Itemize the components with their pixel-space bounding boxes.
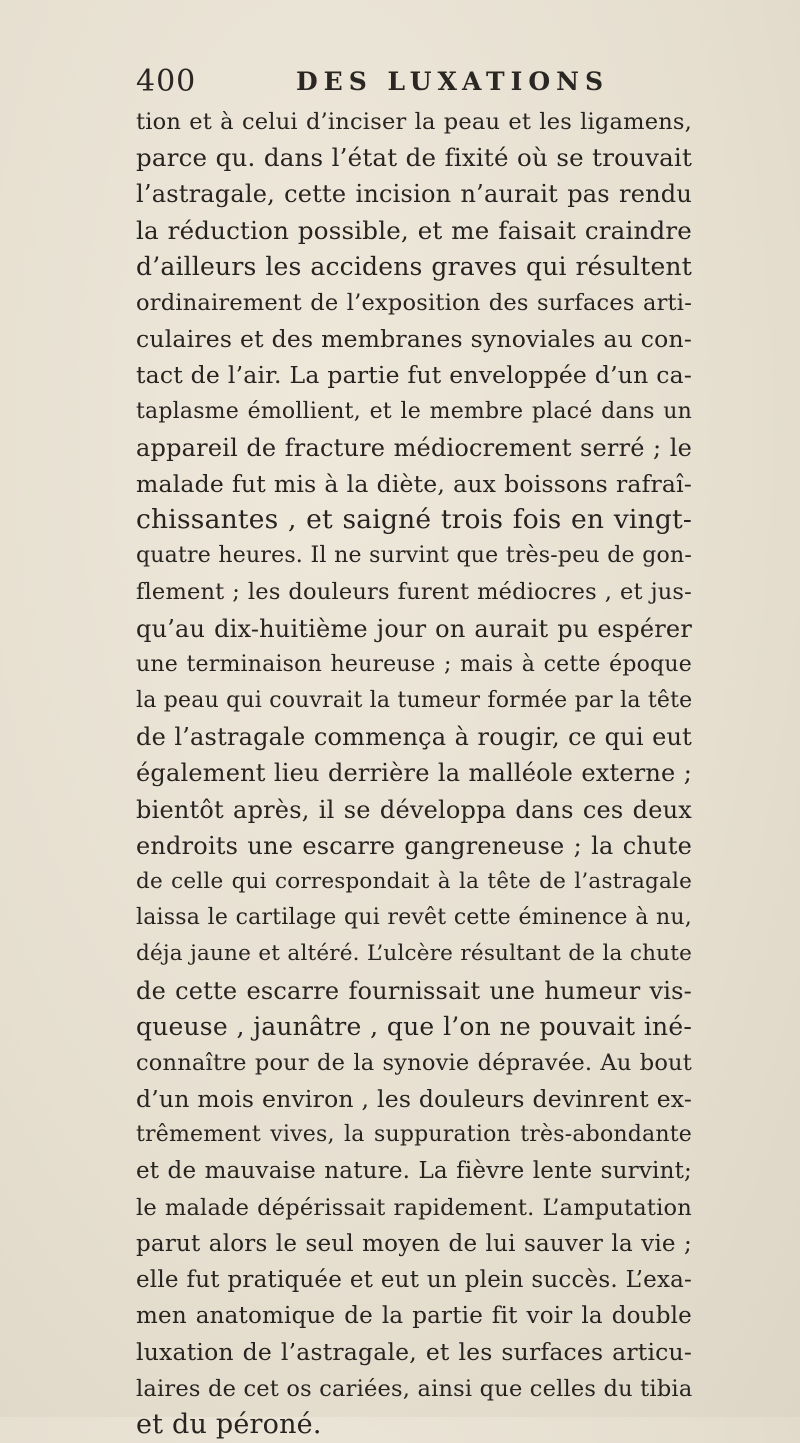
running-title: DES LUXATIONS	[296, 67, 610, 96]
running-head	[136, 64, 692, 104]
text-line: également lieu derrière la malléole externe ;	[136, 759, 692, 788]
page-number: 400	[136, 64, 197, 99]
text-line: flement ; les douleurs furent médiocres , et jus-	[136, 579, 692, 606]
text-line: de l’astragale commença à rougir, ce qui eut	[136, 723, 692, 752]
text-line: men anatomique de la partie fit voir la double	[136, 1303, 692, 1330]
text-line: le malade dépérissait rapidement. L’amputation	[136, 1194, 692, 1221]
text-line: trêmement vives, la suppuration très-abondante	[136, 1122, 692, 1148]
text-line: de cette escarre fournissait une humeur vis-	[136, 976, 692, 1005]
text-line: quatre heures. Il ne survint que très-peu de gon-	[136, 543, 692, 569]
text-line: une terminaison heureuse ; mais à cette époque	[136, 651, 692, 677]
text-line: d’un mois environ , les douleurs devinrent ex-	[136, 1085, 692, 1114]
text-line: déja jaune et altéré. L’ulcère résultant de la chute	[136, 941, 692, 967]
body-text	[136, 104, 692, 1443]
text-line: parut alors le seul moyen de lui sauver la vie ;	[136, 1230, 692, 1257]
text-line: chissantes , et saigné trois fois en vingt-	[136, 504, 692, 536]
text-line: ordinairement de l’exposition des surfaces arti-	[136, 289, 692, 316]
text-line: d’ailleurs les accidens graves qui résultent	[136, 251, 692, 281]
text-line: tact de l’air. La partie fut enveloppée d’un ca-	[136, 361, 692, 390]
text-line: culaires et des membranes synoviales au con-	[136, 325, 692, 354]
text-line: la peau qui couvrait la tumeur formée par la tête	[136, 688, 692, 713]
text-line: l’astragale, cette incision n’aurait pas rendu	[136, 180, 692, 209]
text-line: queuse , jaunâtre , que l’on ne pouvait iné-	[136, 1011, 692, 1041]
text-line: tion et à celui d’inciser la peau et les ligamens,	[136, 109, 692, 135]
text-line: laires de cet os cariées, ainsi que celles du tibia	[136, 1375, 692, 1402]
text-line: connaître pour de la synovie dépravée. Au bout	[136, 1049, 692, 1076]
text-line: malade fut mis à la diète, aux boissons rafraî-	[136, 469, 692, 498]
text-line: appareil de fracture médiocrement serré ; le	[136, 433, 692, 462]
text-line: laissa le cartilage qui revêt cette éminence à nu,	[136, 905, 692, 931]
text-line: endroits une escarre gangreneuse ; la chute	[136, 831, 692, 860]
text-line: luxation de l’astragale, et les surfaces articu-	[136, 1338, 692, 1367]
text-line: bientôt après, il se développa dans ces deux	[136, 795, 692, 824]
text-line: et de mauvaise nature. La fièvre lente survint;	[136, 1158, 692, 1185]
text-line: de celle qui correspondait à la tête de l’astragale	[136, 868, 692, 894]
text-line: la réduction possible, et me faisait craindre	[136, 215, 692, 245]
text-line: qu’au dix-huitième jour on aurait pu espérer	[136, 614, 692, 643]
text-line: elle fut pratiquée et eut un plein succès. L’exa-	[136, 1267, 692, 1293]
text-line: taplasme émollient, et le membre placé dans un	[136, 398, 692, 424]
text-line: parce qu. dans l’état de fixité où se trouvait	[136, 143, 692, 173]
text-line: et du péroné.	[136, 1408, 322, 1440]
